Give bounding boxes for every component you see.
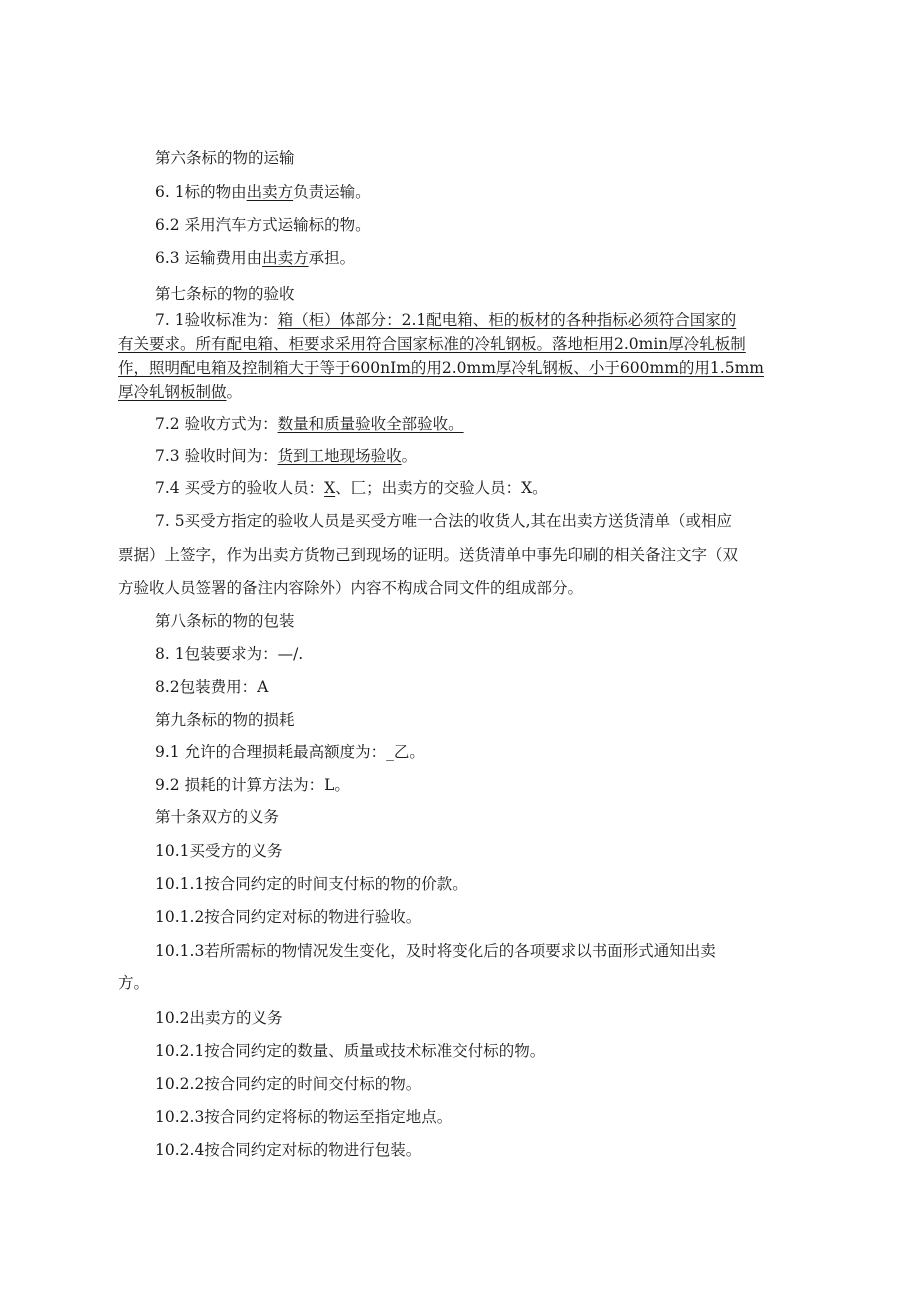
clause-10-1: 10.1买受方的义务: [155, 842, 283, 860]
section-8-heading: 第八条标的物的包装: [155, 612, 295, 630]
clause-8-2: 8.2包装费用：A: [155, 678, 269, 696]
clause-7-5-line-1: 7. 5买受方指定的验收人员是买受方唯一合法的收货人,其在出卖方送货清单（或相应: [155, 512, 733, 530]
clause-10-2-3: 10.2.3按合同约定将标的物运至指定地点。: [155, 1108, 453, 1126]
clause-10-2-4: 10.2.4按合同约定对标的物进行包装。: [155, 1141, 422, 1159]
clause-7-5-line-3: 方验收人员签署的备注内容除外）内容不构成合同文件的组成部分。: [118, 579, 584, 597]
clause-10-1-1: 10.1.1按合同约定的时间支付标的物的价款。: [155, 875, 468, 893]
clause-7-4: 7.4 买受方的验收人员：X、匚；出卖方的交验人员：X。: [155, 479, 548, 497]
clause-10-1-3-line-1: 10.1.3若所需标的物情况发生变化，及时将变化后的各项要求以书面形式通知出卖: [155, 942, 716, 960]
clause-7-5-line-2: 票据）上签字，作为出卖方货物己到现场的证明。送货清单中事先印刷的相关备注文字（双: [118, 546, 739, 564]
clause-6-2: 6.2 采用汽车方式运输标的物。: [155, 216, 371, 234]
clause-6-1: 6. 1标的物由出卖方负责运输。: [155, 183, 371, 201]
clause-7-1-line-3: 作，照明配电箱及控制箱大于等于600nIm的用2.0mm厚冷轧钢板、小于600mm的用1.5mm: [118, 359, 764, 377]
clause-7-1-line-2: 有关要求。所有配电箱、柜要求采用符合国家标准的冷轧钢板。落地柜用2.0min厚冷轧板制: [118, 335, 746, 353]
clause-7-1-line-1: 7. 1验收标准为：箱（柜）体部分：2.1配电箱、柜的板材的各种指标必须符合国家的: [155, 311, 737, 329]
section-10-heading: 第十条双方的义务: [155, 808, 280, 826]
clause-7-3: 7.3 验收时间为：货到工地现场验收。: [155, 447, 418, 465]
clause-7-1-line-4: 厚冷轧钢板制做。: [118, 383, 243, 401]
clause-6-3: 6.3 运输费用由出卖方承担。: [155, 249, 356, 267]
clause-10-2-1: 10.2.1按合同约定的数量、质量或技术标准交付标的物。: [155, 1042, 546, 1060]
section-9-heading: 第九条标的物的损耗: [155, 711, 295, 729]
clause-9-1: 9.1 允许的合理损耗最高额度为：_乙。: [155, 743, 425, 761]
section-6-heading: 第六条标的物的运输: [155, 149, 295, 167]
clause-9-2: 9.2 损耗的计算方法为：L。: [155, 776, 350, 794]
clause-10-1-2: 10.1.2按合同约定对标的物进行验收。: [155, 908, 422, 926]
section-7-heading: 第七条标的物的验收: [155, 285, 295, 303]
clause-10-2-2: 10.2.2按合同约定的时间交付标的物。: [155, 1075, 422, 1093]
clause-7-2: 7.2 验收方式为：数量和质量验收全部验收。: [155, 415, 464, 433]
clause-10-2: 10.2出卖方的义务: [155, 1009, 283, 1027]
clause-8-1: 8. 1包装要求为：—/.: [155, 645, 304, 663]
clause-10-1-3-line-2: 方。: [118, 974, 150, 992]
